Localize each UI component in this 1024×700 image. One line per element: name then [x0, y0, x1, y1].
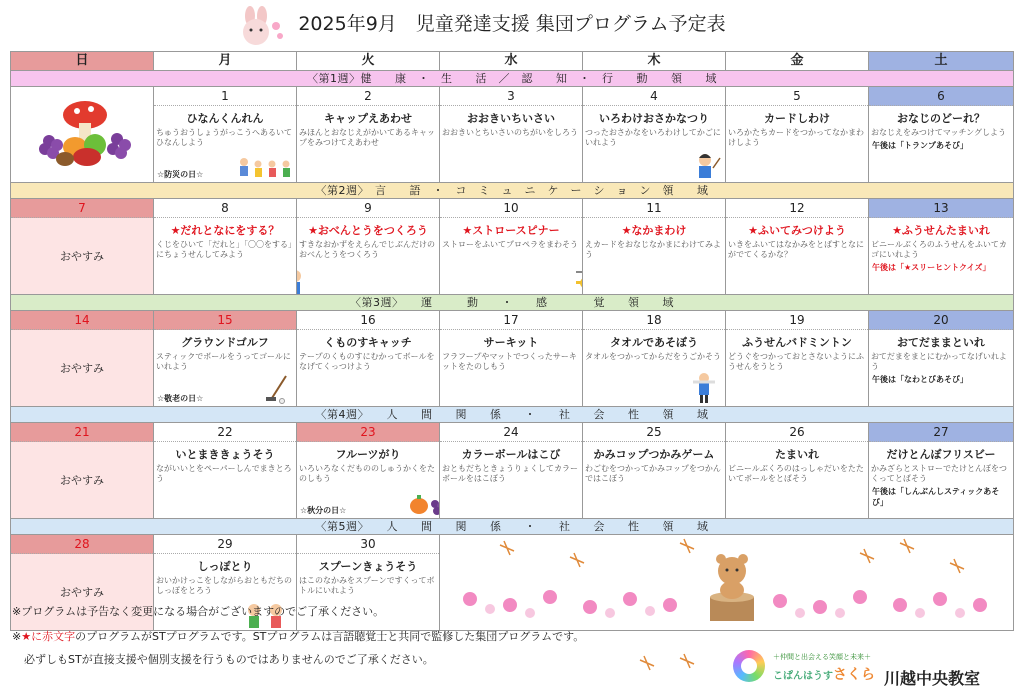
program-description: くじをひいて「だれと」「〇〇をする」にちょうせんしてみよう — [156, 240, 292, 259]
program-title: サーキット — [483, 336, 539, 349]
footer-note-2b: ★に赤文字 — [21, 630, 76, 643]
week-3-label: 〈第3週〉 運 動 ・ 感 覚 領 域 — [11, 295, 1014, 311]
weekday-sat: 土 — [869, 52, 1014, 71]
day-number: 28 — [11, 535, 153, 554]
program-description: かみざらとストローでたけとんぼをつくってとばそう — [871, 464, 1007, 483]
program-title: いとまききょうそう — [175, 448, 275, 461]
program-description: いろいろなくだもののしゅうかくをたのしもう — [299, 464, 435, 483]
weekday-mon: 月 — [154, 52, 297, 71]
calendar-table — [10, 51, 1014, 631]
week-1-label: 〈第1週〉健 康 ・ 生 活 ／ 認 知 ・ 行 動 領 域 — [11, 71, 1014, 87]
day-cell-2 — [297, 87, 440, 183]
program-description: スティックでボールをうってゴールにいれよう — [156, 352, 291, 371]
logo-tagline: ＋仲間と出会える笑顔と未来＋ — [773, 653, 871, 661]
program-title: ★ストロースピナー — [462, 224, 560, 237]
day-cell-21 — [11, 423, 154, 519]
fruits-icon — [407, 488, 440, 518]
day-number: 26 — [726, 423, 868, 442]
day-cell-14 — [11, 311, 154, 407]
weekday-tue: 火 — [297, 52, 440, 71]
program-title: ★だれとなにをする？ — [170, 224, 280, 237]
child-towel-icon — [691, 372, 717, 404]
week-2-label: 〈第2週〉 言 語 ・ コ ミ ュ ニ ケ ー シ ョ ン 領 域 — [11, 183, 1014, 199]
program-description: テープのくものすにむかってボールをなげてくっつけよう — [299, 352, 435, 371]
day-number: 9 — [297, 199, 439, 218]
day-cell-8 — [154, 199, 297, 295]
footer-note-1: ※プログラムは予告なく変更になる場合がございますのでご了承ください。 — [12, 605, 385, 618]
day-cell-13 — [869, 199, 1014, 295]
week-4-label: 〈第4週〉 人 間 関 係 ・ 社 会 性 領 域 — [11, 407, 1014, 423]
day-cell-22 — [154, 423, 297, 519]
program-title: いろわけおさかなつり — [599, 112, 709, 125]
day-cell-24 — [440, 423, 583, 519]
day-cell-1 — [154, 87, 297, 183]
program-description: えカードをおなじなかまにわけてみよう — [585, 240, 721, 259]
program-description: いろかたちカードをつかってなかまわけしよう — [728, 128, 864, 147]
program-title: ★ふうせんたまいれ — [892, 224, 990, 237]
weekday-header-row — [11, 52, 1014, 71]
day-note: ☆敬老の日☆ — [157, 394, 204, 403]
program-title: ★おべんとうをつくろう — [308, 224, 428, 237]
autumn-illustration — [440, 535, 1014, 631]
program-title: くものすキャッチ — [324, 336, 412, 349]
logo-name-main: さくら — [833, 667, 875, 683]
logo-name-prefix: こぱんはうす — [773, 671, 833, 682]
day-cell-6 — [869, 87, 1014, 183]
day-note: 午後は「しんぶんしスティックあそび」 — [872, 487, 1000, 507]
footer-note-2 — [12, 628, 584, 644]
day-cell-20 — [869, 311, 1014, 407]
day-cell-19 — [726, 311, 869, 407]
day-number: 11 — [583, 199, 725, 218]
program-title: おてだままといれ — [897, 336, 985, 349]
child-fishing-icon — [691, 150, 721, 180]
dragonfly-icon — [636, 652, 716, 676]
program-description: ビニールぶくろのはっしゃだいをたたいてボールをとばそう — [728, 464, 864, 483]
program-title: ★ふいてみつけよう — [748, 224, 846, 237]
day-cell-9 — [297, 199, 440, 295]
program-title: ふうせんバドミントン — [742, 336, 852, 349]
day-cell-4 — [583, 87, 726, 183]
day-number: 25 — [583, 423, 725, 442]
day-number: 6 — [869, 87, 1013, 106]
day-number: 22 — [154, 423, 296, 442]
footer-note-2a: ※ — [12, 630, 22, 643]
day-note: ☆秋分の日☆ — [300, 506, 347, 515]
day-cell-12 — [726, 199, 869, 295]
week-5-label: 〈第5週〉 人 間 関 係 ・ 社 会 性 領 域 — [11, 519, 1014, 535]
day-cell-15 — [154, 311, 297, 407]
day-note: 午後は「トランプあそび」 — [872, 141, 968, 150]
weekday-thu: 木 — [583, 52, 726, 71]
day-number: 27 — [869, 423, 1013, 442]
weekday-fri: 金 — [726, 52, 869, 71]
program-description: ビニールぶくろのふうせんをふいてカゴにいれよう — [871, 240, 1007, 259]
cosmos-dragonfly-bear-icon — [440, 535, 1014, 625]
day-number: 19 — [726, 311, 868, 330]
program-description: つったおさかなをいろわけしてかごにいれよう — [585, 128, 721, 147]
day-number: 29 — [154, 535, 296, 554]
program-title: たまいれ — [775, 448, 819, 461]
program-title: おなじのどーれ？ — [897, 112, 985, 125]
program-title: カードしわけ — [764, 112, 830, 125]
mushroom-fruit-icon — [31, 93, 135, 169]
program-description: おおきいとちいさいのちがいをしろう — [442, 128, 578, 137]
holiday-label: おやすみ — [60, 362, 104, 375]
program-description: おてだまをまとにむかってなげいれよう — [871, 352, 1007, 371]
day-number: 14 — [11, 311, 153, 330]
program-title: フルーツがり — [335, 448, 401, 461]
day-number: 3 — [440, 87, 582, 106]
holiday-label: おやすみ — [60, 586, 104, 599]
day-number: 17 — [440, 311, 582, 330]
day-number: 12 — [726, 199, 868, 218]
day-number: 7 — [11, 199, 153, 218]
brand-logo — [733, 648, 883, 688]
program-title: ひなんくんれん — [186, 112, 264, 125]
program-description: おなじえをみつけてマッチングしよう — [871, 128, 1006, 137]
day-cell-3 — [440, 87, 583, 183]
program-title: かみコップつかみゲーム — [593, 448, 715, 461]
day-number: 21 — [11, 423, 153, 442]
day-number: 2 — [297, 87, 439, 106]
program-description: わごむをつかってかみコップをつかんではこぼう — [585, 464, 721, 483]
day-cell-27 — [869, 423, 1014, 519]
day-number: 20 — [869, 311, 1013, 330]
program-description: はこのなかみをスプーンですくってボトルにいれよう — [299, 576, 435, 595]
program-title: スプーンきょうそう — [318, 560, 418, 573]
footer-note-3: 必ずしもSTが直接支援や個別支援を行うものではありませんのでご了承ください。 — [24, 653, 434, 666]
day-cell-7 — [11, 199, 154, 295]
program-title: キャップえあわせ — [324, 112, 412, 125]
program-title: グラウンドゴルフ — [181, 336, 269, 349]
week1-sun-illustration — [11, 87, 154, 183]
day-number: 13 — [869, 199, 1013, 218]
day-number: 24 — [440, 423, 582, 442]
program-title: しっぽとり — [197, 560, 253, 573]
day-number: 8 — [154, 199, 296, 218]
rabbit-icon — [228, 6, 288, 52]
program-description: ながいいとをペーパーしんでまきとろう — [156, 464, 292, 483]
holiday-label: おやすみ — [60, 250, 104, 263]
program-title: ★なかまわけ — [621, 224, 687, 237]
branch-name: 川越中央教室 — [884, 669, 981, 688]
day-cell-18 — [583, 311, 726, 407]
program-title: だけとんぼフリスビー — [886, 448, 996, 461]
program-description: どうぐをつかっておとさないようにふうせんをうとう — [728, 352, 864, 371]
day-number: 1 — [154, 87, 296, 106]
day-cell-5 — [726, 87, 869, 183]
day-cell-16 — [297, 311, 440, 407]
helicopter-icon — [572, 268, 583, 294]
program-title: カラーボールはこび — [461, 448, 561, 461]
day-number: 15 — [154, 311, 296, 330]
rainbow-circle-icon — [733, 650, 765, 682]
title-text: 2025年9月 児童発達支援 集団プログラム予定表 — [298, 13, 726, 35]
program-description: いきをふいてはなかみをとばすとなにがでてくるかな？ — [728, 240, 864, 259]
weekday-wed: 水 — [440, 52, 583, 71]
program-title: おおきいちいさい — [467, 112, 555, 125]
day-cell-26 — [726, 423, 869, 519]
program-title: タオルであそぼう — [610, 336, 698, 349]
day-number: 10 — [440, 199, 582, 218]
program-description: ストローをふいてプロペラをまわそう — [442, 240, 578, 249]
footer-note-2c: のプログラムがSTプログラムです。STプログラムは言語聴覚士と共同で監修した集団プログラムです。 — [75, 630, 585, 643]
day-number: 18 — [583, 311, 725, 330]
day-note: 午後は「なわとびあそび」 — [872, 375, 968, 384]
day-number: 23 — [297, 423, 439, 442]
program-description: おいかけっこをしながらおともだちのしっぽをとろう — [156, 576, 292, 595]
day-cell-10 — [440, 199, 583, 295]
day-note: 午後は「★スリーヒントクイズ」 — [872, 263, 991, 272]
day-number: 4 — [583, 87, 725, 106]
day-number: 5 — [726, 87, 868, 106]
day-number: 16 — [297, 311, 439, 330]
golf-club-icon — [262, 374, 292, 404]
day-cell-11 — [583, 199, 726, 295]
program-description: フラフープやマットでつくったサーキットをたのしもう — [442, 352, 577, 371]
day-cell-17 — [440, 311, 583, 407]
children-walking-icon — [236, 156, 294, 180]
day-number: 30 — [297, 535, 439, 554]
day-note: ☆防災の日☆ — [157, 170, 204, 179]
holiday-label: おやすみ — [60, 474, 104, 487]
kids-talking-icon — [297, 268, 306, 294]
program-description: すきなおかずをえらんでじぶんだけのおべんとうをつくろう — [299, 240, 435, 259]
weekday-sun: 日 — [11, 52, 154, 71]
logo-name — [773, 664, 875, 684]
program-description: タオルをつかってからだをうごかそう — [585, 352, 721, 361]
page-title — [0, 4, 1024, 44]
program-description: おともだちときょうりょくしてカラーボールをはこぼう — [442, 464, 578, 483]
day-cell-23 — [297, 423, 440, 519]
day-cell-25 — [583, 423, 726, 519]
program-description: みほんとおなじえがかいてあるキャップをみつけてえあわせ — [299, 128, 435, 147]
program-description: ちゅうおうしょうがっこうへあるいてひなんしよう — [156, 128, 292, 147]
